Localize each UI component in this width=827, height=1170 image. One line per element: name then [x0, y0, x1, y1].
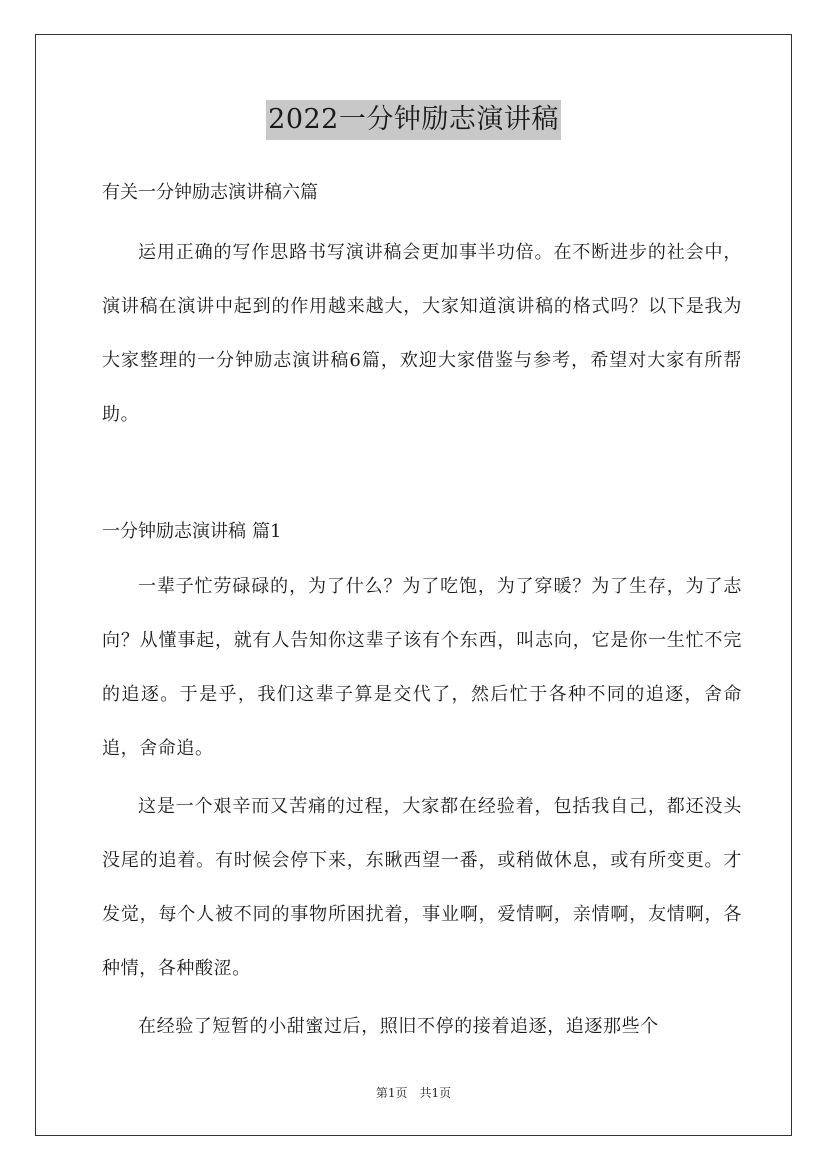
title-block [0, 100, 827, 140]
document-subtitle: 有关一分钟励志演讲稿六篇 [102, 182, 318, 203]
section-heading [102, 504, 742, 560]
footer-page-total: 共1页 [419, 1086, 452, 1100]
intro-paragraph: 运用正确的写作思路书写演讲稿会更加事半功倍。在不断进步的社会中，演讲稿在演讲中起到的作用越来越大，大家知道演讲稿的格式吗？以下是我为大家整理的一分钟励志演讲稿6篇，欢迎大家借鉴与参考，希望对大家有所帮助。 [102, 242, 742, 425]
section-heading-text: 一分钟励志演讲稿 [102, 521, 246, 542]
section-heading-label: 篇1 [252, 521, 282, 542]
document-body [102, 172, 742, 1054]
body-paragraph-1: 一辈子忙劳碌碌的，为了什么？为了吃饱，为了穿暖？为了生存，为了志向？从懂事起，就有人告知你这辈子该有个东西，叫志向，它是你一生忙不完的追逐。于是乎，我们这辈子算是交代了，然后忙于各种不同的追逐，舍命追，舍命追。 [102, 576, 742, 759]
page-footer [0, 1084, 827, 1101]
body-paragraph-3: 在经验了短暂的小甜蜜过后，照旧不停的接着追逐，追逐那些个 [138, 1016, 659, 1037]
document-title: 2022一分钟励志演讲稿 [266, 100, 561, 140]
footer-page-number: 第1页 [375, 1086, 408, 1100]
body-paragraph-2: 这是一个艰辛而又苦痛的过程，大家都在经验着，包括我自己，都还没头没尾的追着。有时候会停下来，东瞅西望一番，或稍做休息，或有所变更。才发觉，每个人被不同的事物所困扰着，事业啊，爱情啊，亲情啊，友情啊，各种情，各种酸涩。 [102, 796, 742, 979]
